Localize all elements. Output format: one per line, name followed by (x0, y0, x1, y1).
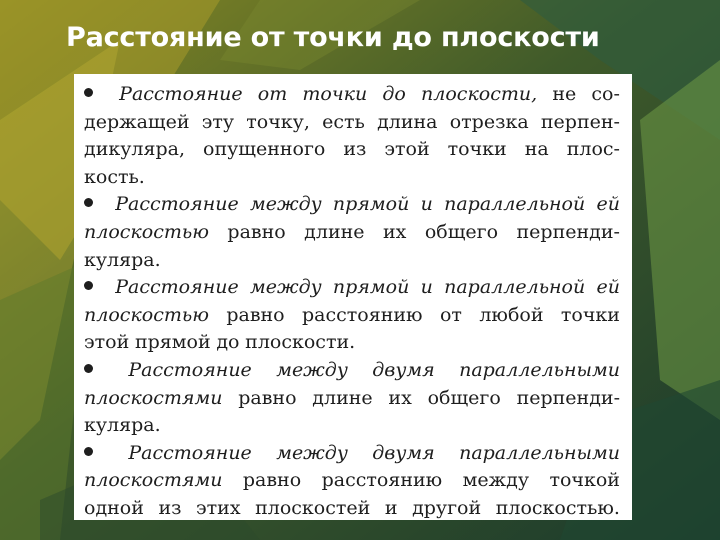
text-line (84, 467, 620, 495)
word: от (439, 303, 462, 326)
word: плоскости, (421, 83, 538, 105)
bullet-item-first-line (84, 274, 620, 302)
word: равно (227, 220, 286, 243)
word: Расстояние (119, 83, 243, 105)
word: точкой (549, 469, 620, 492)
word: отрезка (449, 110, 529, 133)
word: параллельными (459, 441, 620, 464)
word: плоскостями (84, 469, 223, 492)
bullet-dot-icon (84, 198, 93, 207)
word: Расстояние (128, 441, 252, 464)
word: и (420, 193, 433, 216)
word: между (249, 276, 322, 299)
word: длине (304, 220, 365, 243)
bullet-dot-icon (84, 447, 93, 456)
word: двумя (372, 358, 435, 381)
word: и (384, 496, 398, 519)
content-panel (74, 74, 632, 520)
word: расстоянию (302, 303, 423, 326)
word: Расстояние (115, 193, 239, 216)
bullet-dot-icon (84, 281, 93, 290)
word: прямой (134, 331, 211, 354)
bullet-item-first-line (84, 357, 620, 385)
word: расстоянию (321, 469, 443, 492)
word: равно (242, 469, 302, 492)
word: между (249, 193, 322, 216)
word: перпенди- (516, 220, 620, 243)
word: между (462, 469, 530, 492)
bullet-item-first-line (84, 81, 620, 109)
text-line (84, 219, 620, 247)
bullet-dot-icon (84, 364, 93, 373)
word: Расстояние (115, 276, 239, 299)
word: из (158, 496, 182, 519)
text-line (84, 302, 620, 330)
word: равно (226, 303, 285, 326)
word: точки (560, 303, 620, 326)
word: длине (312, 386, 373, 409)
word: плос- (566, 138, 620, 161)
word: плоскостью (84, 303, 209, 326)
word: общего (424, 220, 499, 243)
word: куляра. (84, 414, 161, 437)
word: плоскостью. (495, 496, 620, 519)
word: плоскостью (84, 220, 209, 243)
bullet-dot-icon (84, 88, 93, 97)
word: двумя (372, 441, 435, 464)
word: между (276, 358, 348, 381)
slide-title: Расстояние от точки до плоскости (66, 22, 600, 53)
bullet-item-first-line (84, 191, 620, 219)
word: со- (591, 83, 620, 105)
word: параллельной (444, 276, 586, 299)
word: ей (596, 193, 620, 216)
word: этой (84, 331, 130, 354)
text-line (84, 247, 620, 275)
text-line (84, 412, 620, 440)
word: равно (238, 386, 297, 409)
word: этих (196, 496, 241, 519)
word: общего (427, 386, 501, 409)
word: этой (384, 138, 430, 161)
text-line (84, 329, 620, 357)
word: между (276, 441, 348, 464)
word: плоскостей (255, 496, 371, 519)
word: кость. (84, 165, 145, 188)
word: перпенди- (516, 386, 620, 409)
text-lines (84, 81, 620, 523)
word: плоскостями (84, 386, 223, 409)
text-line (84, 136, 620, 164)
bullet-item-first-line (84, 440, 620, 468)
word: не (552, 83, 577, 105)
word: другой (412, 496, 482, 519)
word: их (382, 220, 407, 243)
word: плоскости. (245, 331, 356, 354)
word: точки (302, 83, 368, 105)
word: прямой (332, 276, 410, 299)
word: прямой (332, 193, 410, 216)
word: одной (84, 496, 144, 519)
word: из (343, 138, 367, 161)
word: до (382, 83, 406, 105)
word: куляра. (84, 248, 161, 271)
word: длина (377, 110, 438, 133)
word: точку, (246, 110, 310, 133)
word: перпен- (540, 110, 620, 133)
word: есть (322, 110, 365, 133)
word: опущенного (203, 138, 326, 161)
text-line (84, 385, 620, 413)
word: на (524, 138, 549, 161)
text-line (84, 164, 620, 192)
word: любой (479, 303, 544, 326)
word: держащей (84, 110, 190, 133)
word: параллельными (459, 358, 620, 381)
text-line (84, 109, 620, 137)
word: точки (447, 138, 507, 161)
word: дикуляра, (84, 138, 186, 161)
word: эту (201, 110, 235, 133)
word: их (388, 386, 412, 409)
word: ей (596, 276, 620, 299)
word: Расстояние (128, 358, 252, 381)
word: параллельной (444, 193, 586, 216)
word: до (216, 331, 240, 354)
word: от (257, 83, 288, 105)
word: и (420, 276, 433, 299)
text-line (84, 495, 620, 523)
